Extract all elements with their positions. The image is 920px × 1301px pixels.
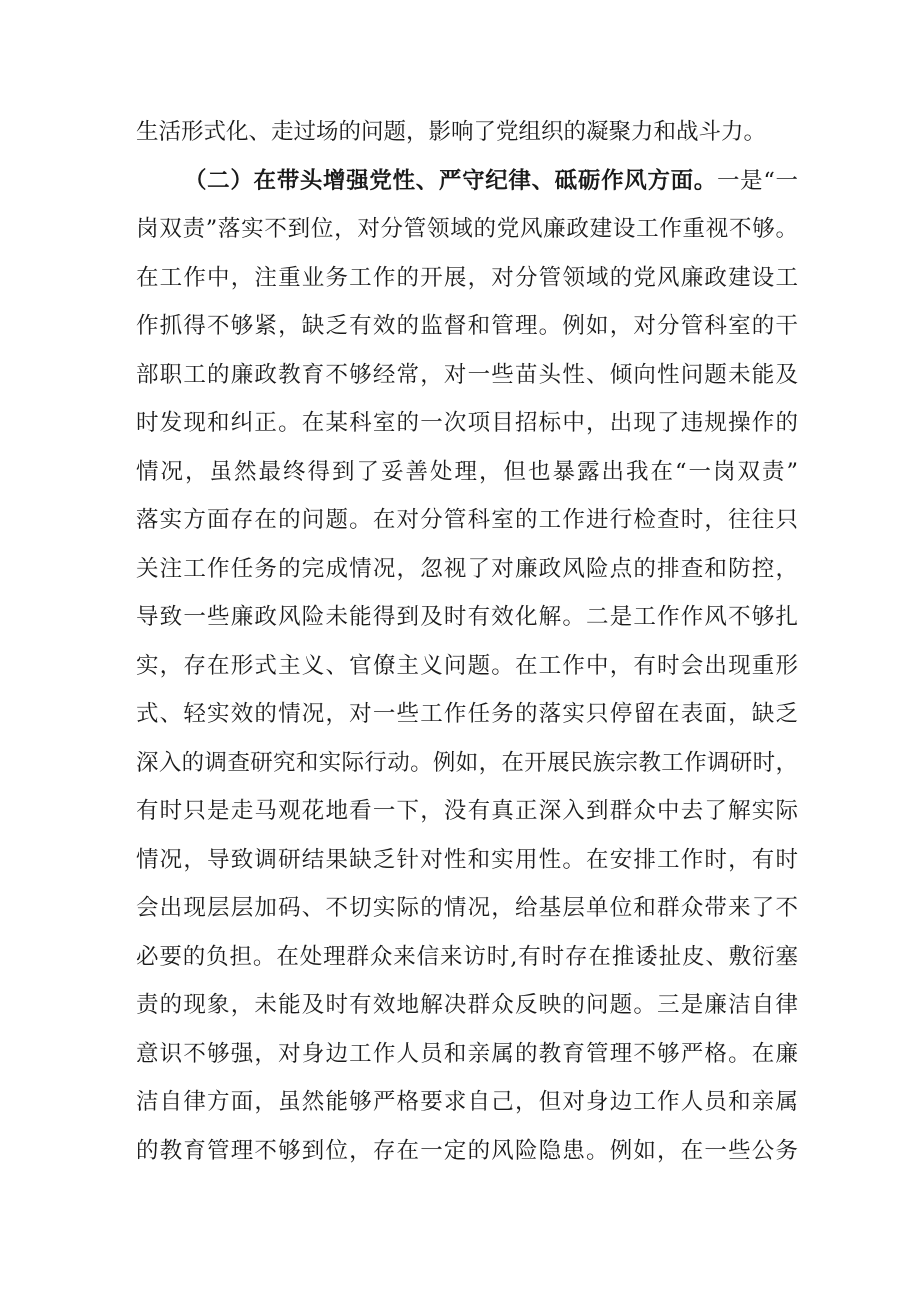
paragraph-line: 实，存在形式主义、官僚主义问题。在工作中，有时会出现重形 (136, 652, 798, 679)
paragraph-line: 情况，虽然最终得到了妥善处理，但也暴露出我在“一岗双责” (136, 458, 798, 485)
paragraph-line: 的教育管理不够到位，存在一定的风险隐患。例如，在一些公务 (136, 1137, 798, 1164)
paragraph-line: 时发现和纠正。在某科室的一次项目招标中，出现了违规操作的 (136, 410, 798, 436)
paragraph-line: 意识不够强，对身边工作人员和亲属的教育管理不够严格。在廉 (136, 1040, 798, 1067)
paragraph-line-1: 生活形式化、走过场的问题，影响了党组织的凝聚力和战斗力。 (136, 119, 767, 145)
paragraph-line: 会出现层层加码、不切实际的情况，给基层单位和群众带来了不 (136, 895, 798, 921)
paragraph-line: 作抓得不够紧，缺乏有效的监督和管理。例如，对分管科室的干 (136, 313, 798, 339)
paragraph-line: 情况，导致调研结果缺乏针对性和实用性。在安排工作时，有时 (136, 846, 798, 873)
paragraph-line: 有时只是走马观花地看一下，没有真正深入到群众中去了解实际 (136, 798, 798, 824)
paragraph-line: 部职工的廉政教育不够经常，对一些苗头性、倾向性问题未能及 (136, 361, 798, 388)
paragraph-line: 关注工作任务的完成情况，忽视了对廉政风险点的排查和防控， (136, 555, 798, 582)
paragraph-line: 岗双责”落实不到位，对分管领域的党风廉政建设工作重视不够。 (136, 216, 798, 242)
paragraph-line: 洁自律方面，虽然能够严格要求自己，但对身边工作人员和亲属 (136, 1089, 798, 1115)
paragraph-line: 导致一些廉政风险未能得到及时有效化解。二是工作作风不够扎 (136, 604, 798, 630)
paragraph-line: 必要的负担。在处理群众来信来访时,有时存在推诿扯皮、敷衍塞 (136, 943, 798, 970)
paragraph-line: 深入的调查研究和实际行动。例如，在开展民族宗教工作调研时， (136, 749, 798, 776)
paragraph-line: 落实方面存在的问题。在对分管科室的工作进行检查时，往往只 (136, 507, 798, 533)
paragraph-line: 式、轻实效的情况，对一些工作任务的落实只停留在表面，缺乏 (136, 701, 798, 727)
paragraph-line: 责的现象，未能及时有效地解决群众反映的问题。三是廉洁自律 (136, 992, 798, 1018)
body-text (136, 108, 798, 1175)
section-heading-line (136, 157, 798, 206)
section-heading: （二）在带头增强党性、严守纪律、砥砺作风方面。 (184, 167, 717, 194)
paragraph-line: 在工作中，注重业务工作的开展，对分管领域的党风廉政建设工 (136, 264, 798, 291)
heading-continuation: 一是“一 (716, 167, 798, 194)
